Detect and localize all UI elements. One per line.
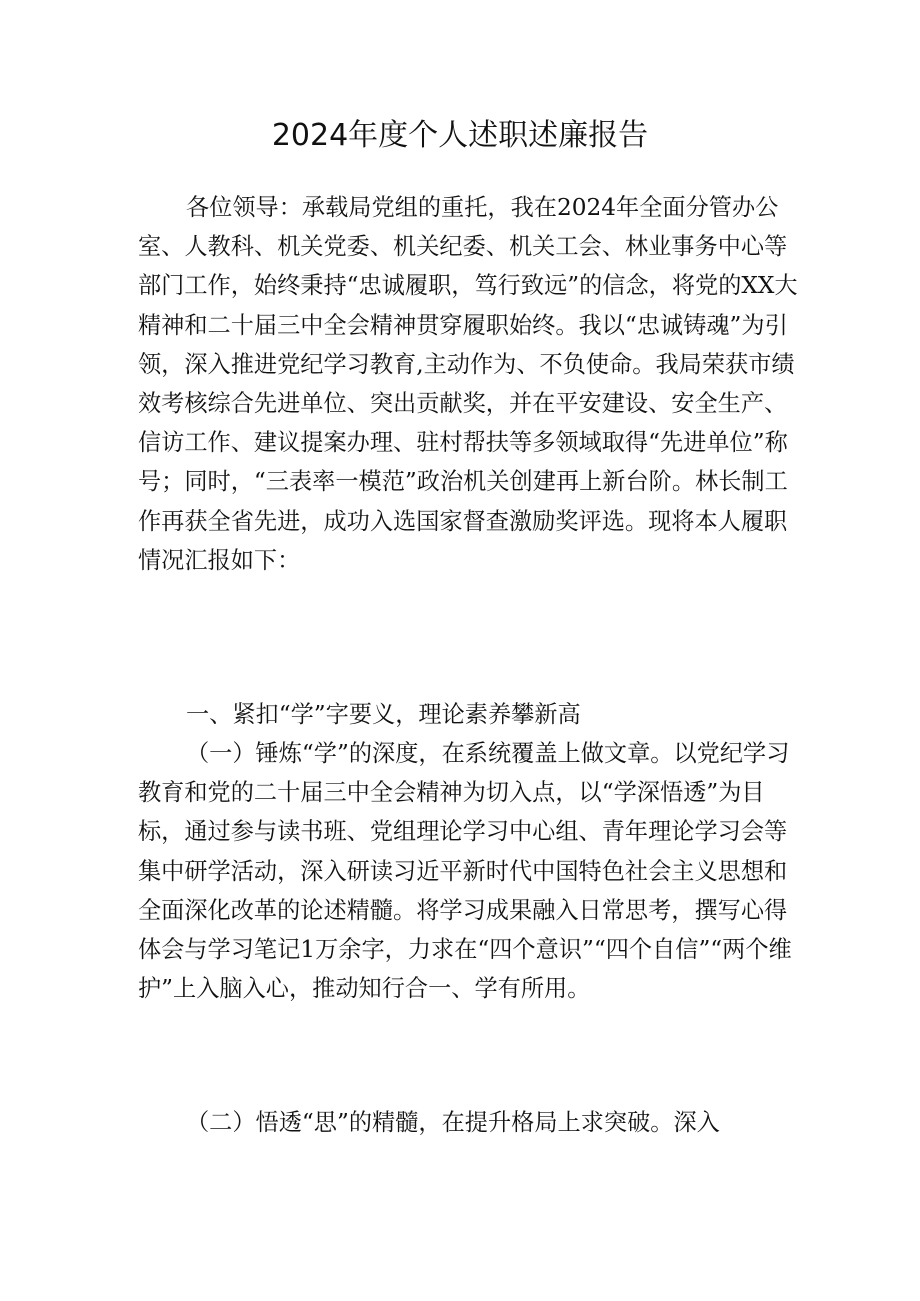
section-heading-one: 一、紧扣“学”字要义，理论素养攀新高 bbox=[186, 701, 581, 728]
document-title: 2024年度个人述职述廉报告 bbox=[271, 118, 649, 153]
paragraph-opening: 各位领导：承载局党组的重托，我在2024年全面分管办公室、人教科、机关党委、机关纪委、机关工会、林业事务中心等部门工作，始终秉持“忠诚履职，笃行致远”的信念，将党的XX大精神和二十届三中全会精神贯穿履职始终。我以“忠诚铸魂”为引领，深入推进党纪学习教育,主动作为、不负使命。我局荣获市绩效考核综合先进单位、突出贡献奖，并在平安建设、安全生产、信访工作、建议提案办理、驻村帮扶等多领域取得“先进单位”称号；同时，“三表率一模范”政治机关创建再上新台阶。林长制工作再获全省先进，成功入选国家督查激励奖评选。现将本人履职情况汇报如下： bbox=[138, 194, 798, 574]
paragraph-subsection-two: （二）悟透“思”的精髓，在提升格局上求突破。深入 bbox=[186, 1109, 720, 1136]
paragraph-subsection-one: （一）锤炼“学”的深度，在系统覆盖上做文章。以党纪学习教育和党的二十届三中全会精神为切入点，以“学深悟透”为目标，通过参与读书班、党组理论学习中心组、青年理论学习会等集中研学活动，深入研读习近平新时代中国特色社会主义思想和全面深化改革的论述精髓。将学习成果融入日常思考，撰写心得体会与学习笔记1万余字，力求在“四个意识”“四个自信”“两个维护”上入脑入心，推动知行合一、学有所用。 bbox=[138, 740, 792, 1003]
